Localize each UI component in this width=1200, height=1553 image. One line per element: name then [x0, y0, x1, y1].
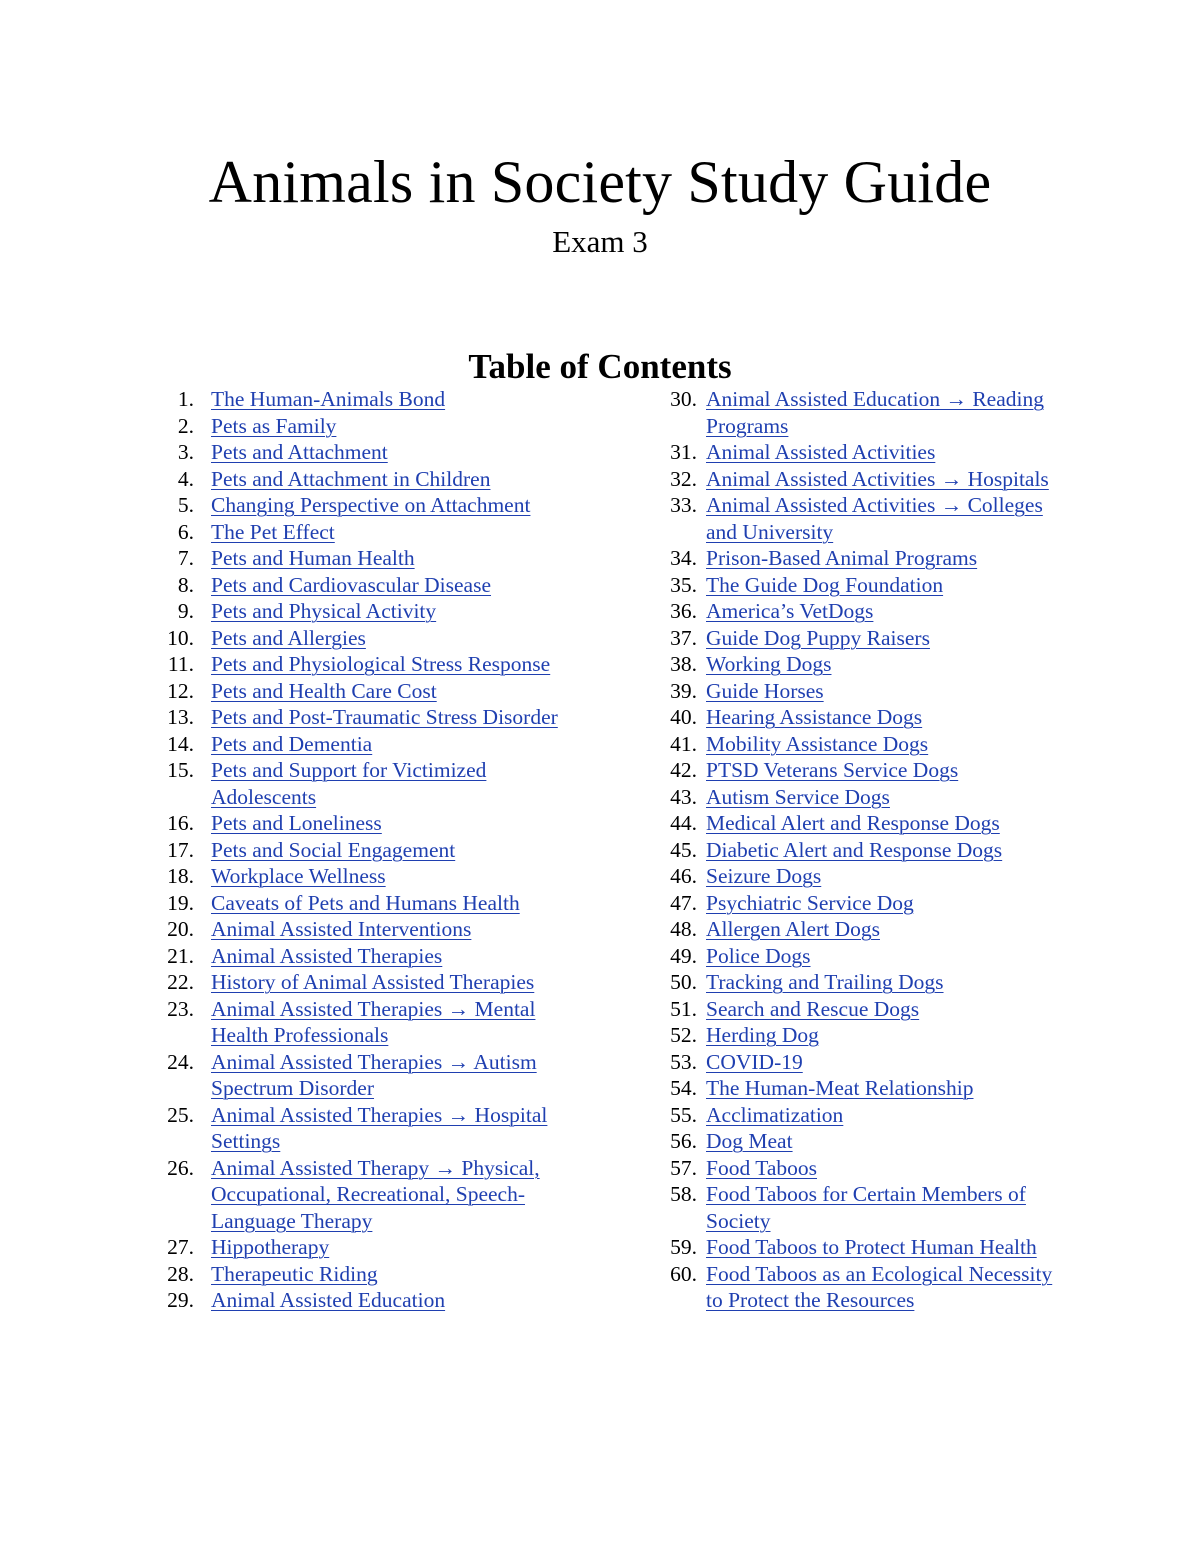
- toc-link[interactable]: Pets and Dementia: [211, 731, 373, 756]
- toc-item-entry: [706, 572, 1066, 599]
- toc-link[interactable]: Animal Assisted Therapies → Hospital Settings: [211, 1102, 548, 1153]
- toc-link[interactable]: Seizure Dogs: [706, 864, 822, 888]
- toc-item: [0, 1022, 1200, 1049]
- toc-item-entry: [706, 837, 1066, 864]
- toc-link[interactable]: Animal Assisted Therapies: [211, 943, 443, 968]
- toc-link[interactable]: Animal Assisted Activities → Colleges and University: [706, 493, 1043, 544]
- toc-link[interactable]: Pets and Physiological Stress Response: [211, 652, 551, 676]
- toc-item: [0, 1075, 1200, 1102]
- toc-link[interactable]: Therapeutic Riding: [211, 1261, 378, 1286]
- toc-link[interactable]: Pets and Loneliness: [211, 811, 382, 835]
- toc-right-column: [0, 386, 1200, 1314]
- toc-link[interactable]: Diabetic Alert and Response Dogs: [706, 837, 1003, 862]
- toc-item-number: 27.: [167, 1235, 194, 1259]
- toc-item: [0, 678, 1200, 705]
- toc-item-entry: [706, 439, 1066, 466]
- toc-item-number: 53.: [670, 1049, 697, 1074]
- toc-item-entry: [706, 1022, 1066, 1049]
- toc-item-number: 49.: [670, 943, 697, 968]
- toc-item-entry: [706, 996, 1066, 1023]
- toc-item-entry: [706, 784, 1066, 811]
- toc-link[interactable]: The Pet Effect: [211, 519, 335, 544]
- toc-item: [0, 704, 1200, 731]
- toc-item-entry: [706, 386, 1066, 439]
- document-title: Animals in Society Study Guide: [208, 149, 992, 215]
- toc-item-number: 54.: [670, 1076, 697, 1100]
- toc-item-number: 56.: [670, 1129, 697, 1153]
- toc-item-entry: [706, 863, 1066, 890]
- toc-item-number: 28.: [167, 1261, 194, 1286]
- toc-item-number: 58.: [670, 1182, 697, 1206]
- toc-item-number: 46.: [670, 864, 697, 888]
- toc-link[interactable]: Working Dogs: [706, 652, 832, 676]
- toc-link[interactable]: Animal Assisted Therapy → Physical, Occupational, Recreational, Speech-Language Therapy: [211, 1155, 540, 1233]
- toc-item-number: 36.: [670, 599, 697, 623]
- toc-link[interactable]: Pets and Allergies: [211, 625, 366, 650]
- toc-item: [0, 1261, 1200, 1314]
- toc-item: [0, 439, 1200, 466]
- toc-item-number: 20.: [167, 917, 194, 941]
- toc-item-number: 52.: [670, 1023, 697, 1047]
- toc-item-number: 32.: [670, 466, 697, 491]
- toc-item: [0, 810, 1200, 837]
- toc-item-number: 24.: [167, 1049, 194, 1074]
- toc-item-entry: [706, 1049, 1066, 1076]
- toc-item-entry: [706, 1128, 1066, 1155]
- toc-link[interactable]: Allergen Alert Dogs: [706, 917, 880, 941]
- toc-item-number: 29.: [167, 1288, 194, 1312]
- toc-item-number: 47.: [670, 890, 697, 915]
- toc-item-number: 2.: [177, 413, 194, 438]
- toc-link[interactable]: Pets as Family: [211, 413, 337, 438]
- toc-item-number: 10.: [167, 625, 194, 650]
- toc-item-number: 9.: [177, 599, 194, 623]
- toc-item-number: 13.: [167, 705, 194, 729]
- toc-item-entry: [706, 1102, 1066, 1129]
- toc-item-number: 22.: [167, 970, 194, 994]
- toc-item: [0, 1049, 1200, 1076]
- toc-link[interactable]: Food Taboos: [706, 1155, 817, 1180]
- toc-item: [0, 466, 1200, 493]
- toc-item: [0, 890, 1200, 917]
- toc-item-number: 14.: [167, 731, 194, 756]
- toc-item-number: 55.: [670, 1102, 697, 1127]
- toc-item-number: 1.: [177, 387, 194, 411]
- toc-link[interactable]: Food Taboos for Certain Members of Society: [706, 1182, 1026, 1233]
- toc-link[interactable]: Food Taboos as an Ecological Necessity to Protect the Resources: [706, 1261, 1053, 1312]
- toc-link[interactable]: PTSD Veterans Service Dogs: [706, 758, 959, 782]
- toc-link[interactable]: Animal Assisted Education → Reading Programs: [706, 387, 1044, 438]
- toc-item-number: 23.: [167, 996, 194, 1021]
- toc-item-entry: [706, 1155, 1066, 1182]
- toc-item-entry: [706, 969, 1066, 996]
- toc-link[interactable]: Autism Service Dogs: [706, 784, 890, 809]
- toc-link[interactable]: Prison-Based Animal Programs: [706, 546, 978, 570]
- toc-item-number: 45.: [670, 837, 697, 862]
- toc-item: [0, 837, 1200, 864]
- toc-link[interactable]: Dog Meat: [706, 1129, 793, 1153]
- toc-link[interactable]: History of Animal Assisted Therapies: [211, 970, 535, 994]
- toc-item: [0, 969, 1200, 996]
- toc-item: [0, 598, 1200, 625]
- toc-link[interactable]: Guide Horses: [706, 678, 824, 703]
- toc-item-entry: [706, 916, 1066, 943]
- toc-item-entry: [706, 598, 1066, 625]
- toc-link[interactable]: Workplace Wellness: [211, 864, 386, 888]
- toc-item-number: 18.: [167, 864, 194, 888]
- toc-item-entry: [706, 545, 1066, 572]
- toc-item: [0, 757, 1200, 784]
- toc-link[interactable]: Police Dogs: [706, 943, 811, 968]
- toc-item-entry: [706, 757, 1066, 784]
- toc-item-number: 12.: [167, 678, 194, 703]
- toc-item-number: 5.: [177, 493, 194, 517]
- toc-link[interactable]: The Human-Meat Relationship: [706, 1076, 974, 1100]
- toc-link[interactable]: Animal Assisted Activities → Hospitals: [706, 466, 1049, 491]
- toc-item: [0, 996, 1200, 1023]
- toc-item-number: 37.: [670, 625, 697, 650]
- toc-item-number: 33.: [670, 493, 697, 517]
- toc-item-number: 31.: [670, 440, 697, 464]
- toc-item-number: 50.: [670, 970, 697, 994]
- toc-item-number: 11.: [167, 652, 194, 676]
- toc-link[interactable]: Animal Assisted Therapies → Mental Health Professionals: [211, 996, 536, 1047]
- toc-item: [0, 386, 1200, 439]
- toc-link[interactable]: Food Taboos to Protect Human Health: [706, 1235, 1037, 1259]
- toc-item: [0, 545, 1200, 572]
- toc-item-entry: [706, 1181, 1066, 1234]
- toc-item-number: 26.: [167, 1155, 194, 1180]
- document-subtitle: Exam 3: [552, 224, 648, 259]
- toc-link[interactable]: Animal Assisted Therapies → Autism Spectrum Disorder: [211, 1049, 537, 1100]
- toc-item: [0, 625, 1200, 652]
- toc-link[interactable]: Animal Assisted Education: [211, 1288, 446, 1312]
- toc-link[interactable]: Mobility Assistance Dogs: [706, 731, 929, 756]
- toc-link[interactable]: Pets and Health Care Cost: [211, 678, 437, 703]
- toc-item-number: 6.: [177, 519, 194, 544]
- toc-item-number: 7.: [177, 546, 194, 570]
- toc-item-number: 21.: [167, 943, 194, 968]
- toc-item: [0, 1234, 1200, 1261]
- toc-link[interactable]: Tracking and Trailing Dogs: [706, 970, 944, 994]
- toc-item-number: 4.: [177, 466, 194, 491]
- toc-link[interactable]: Guide Dog Puppy Raisers: [706, 625, 930, 650]
- toc-link[interactable]: Medical Alert and Response Dogs: [706, 811, 1000, 835]
- toc-item-entry: [706, 1234, 1066, 1261]
- toc-link[interactable]: America’s VetDogs: [706, 599, 874, 623]
- toc-item-number: 34.: [670, 546, 697, 570]
- toc-item: [0, 1102, 1200, 1129]
- toc-item-number: 51.: [670, 996, 697, 1021]
- toc-item: [0, 651, 1200, 678]
- toc-item: [0, 1128, 1200, 1155]
- toc-item-entry: [706, 466, 1066, 493]
- toc-item-entry: [706, 810, 1066, 837]
- toc-item-number: 8.: [177, 572, 194, 597]
- toc-link[interactable]: Pets and Social Engagement: [211, 837, 456, 862]
- toc-item-entry: [706, 890, 1066, 917]
- toc-item-entry: [706, 1075, 1066, 1102]
- toc-link[interactable]: Pets and Human Health: [211, 546, 415, 570]
- toc-link[interactable]: Search and Rescue Dogs: [706, 996, 920, 1021]
- toc-item-number: 44.: [670, 811, 697, 835]
- toc-item-number: 30.: [670, 387, 697, 411]
- toc-item-entry: [706, 943, 1066, 970]
- toc-item-number: 17.: [167, 837, 194, 862]
- toc-item-entry: [706, 625, 1066, 652]
- toc-link[interactable]: The Human-Animals Bond: [211, 387, 446, 411]
- toc-heading: Table of Contents: [468, 347, 732, 386]
- toc-item-entry: [706, 704, 1066, 731]
- toc-link[interactable]: Psychiatric Service Dog: [706, 890, 914, 915]
- toc-item-number: 59.: [670, 1235, 697, 1259]
- toc-item-entry: [706, 492, 1066, 545]
- toc-item-entry: [706, 651, 1066, 678]
- toc-item: [0, 916, 1200, 943]
- toc-item: [0, 863, 1200, 890]
- toc-link[interactable]: COVID-19: [706, 1049, 803, 1074]
- toc-link[interactable]: Acclimatization: [706, 1102, 844, 1127]
- toc-link[interactable]: Herding Dog: [706, 1023, 819, 1047]
- toc-item: [0, 1181, 1200, 1234]
- toc-item: [0, 731, 1200, 758]
- toc-link[interactable]: Hearing Assistance Dogs: [706, 705, 923, 729]
- toc-item-number: 15.: [167, 758, 194, 782]
- toc-item-number: 48.: [670, 917, 697, 941]
- toc-link[interactable]: Pets and Post-Traumatic Stress Disorder: [211, 705, 558, 729]
- toc-item-number: 42.: [670, 758, 697, 782]
- toc-item-entry: [706, 1261, 1066, 1314]
- toc-item-number: 57.: [670, 1155, 697, 1180]
- toc-item-number: 40.: [670, 705, 697, 729]
- toc-link[interactable]: Pets and Attachment in Children: [211, 466, 491, 491]
- toc-link[interactable]: Pets and Physical Activity: [211, 599, 437, 623]
- toc-link[interactable]: The Guide Dog Foundation: [706, 572, 944, 597]
- toc-link[interactable]: Animal Assisted Interventions: [211, 917, 472, 941]
- toc-item-number: 38.: [670, 652, 697, 676]
- toc-link[interactable]: Changing Perspective on Attachment: [211, 493, 531, 517]
- toc-link[interactable]: Pets and Cardiovascular Disease: [211, 572, 492, 597]
- toc-item-number: 35.: [670, 572, 697, 597]
- toc-item: [0, 1155, 1200, 1182]
- toc-item-number: 3.: [177, 440, 194, 464]
- toc-link[interactable]: Pets and Attachment: [211, 440, 388, 464]
- toc-item-entry: [706, 731, 1066, 758]
- toc-item-number: 39.: [670, 678, 697, 703]
- toc-item: [0, 572, 1200, 599]
- toc-link[interactable]: Animal Assisted Activities: [706, 440, 936, 464]
- toc-item-number: 16.: [167, 811, 194, 835]
- toc-item-number: 25.: [167, 1102, 194, 1127]
- toc-item-entry: [706, 678, 1066, 705]
- toc-item: [0, 943, 1200, 970]
- toc-link[interactable]: Hippotherapy: [211, 1235, 330, 1259]
- toc-item: [0, 492, 1200, 545]
- toc-item-number: 41.: [670, 731, 697, 756]
- toc-item-number: 19.: [167, 890, 194, 915]
- toc-link[interactable]: Caveats of Pets and Humans Health: [211, 890, 520, 915]
- toc-item: [0, 784, 1200, 811]
- toc-item-number: 43.: [670, 784, 697, 809]
- toc-link[interactable]: Pets and Support for Victimized Adolescents: [211, 758, 487, 809]
- toc-item-number: 60.: [670, 1261, 697, 1286]
